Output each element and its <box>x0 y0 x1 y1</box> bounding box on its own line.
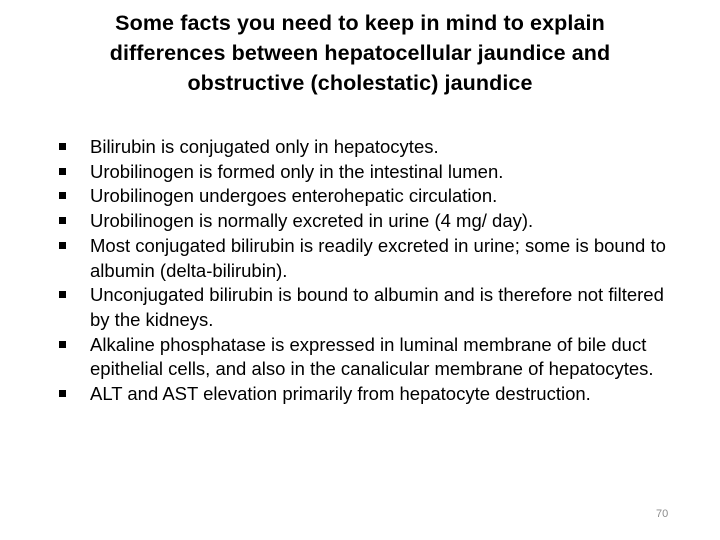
bullet-list <box>56 135 676 407</box>
bullet-item <box>56 209 676 234</box>
bullet-text: ALT and AST elevation primarily from hepatocyte destruction. <box>90 383 591 405</box>
bullet-text: Urobilinogen is formed only in the intestinal lumen. <box>90 160 504 182</box>
bullet-text: Urobilinogen undergoes enterohepatic circulation. <box>90 185 498 207</box>
bullet-text: Urobilinogen is normally excreted in urine (4 mg/ day). <box>90 210 534 232</box>
square-bullet-icon <box>59 341 66 348</box>
bullet-item <box>56 333 676 382</box>
bullet-item <box>56 160 676 185</box>
bullet-text: Alkaline phosphatase is expressed in luminal membrane of bile duct epithelial cells, and also in the canalicular membrane of hepatocytes. <box>90 333 654 380</box>
square-bullet-icon <box>59 291 66 298</box>
square-bullet-icon <box>59 168 66 175</box>
bullet-text: Unconjugated bilirubin is bound to albumin and is therefore not filtered by the kidneys. <box>90 284 664 330</box>
bullet-item <box>56 184 676 209</box>
square-bullet-icon <box>59 143 66 150</box>
square-bullet-icon <box>59 217 66 224</box>
page-number: 70 <box>656 508 669 520</box>
bullet-item <box>56 135 676 160</box>
square-bullet-icon <box>59 242 66 249</box>
bullet-text: Bilirubin is conjugated only in hepatocytes. <box>90 136 439 157</box>
square-bullet-icon <box>59 390 66 397</box>
bullet-item <box>56 234 676 283</box>
bullet-item <box>56 283 676 332</box>
bullet-text: Most conjugated bilirubin is readily excreted in urine; some is bound to albumin (delta-bilirubin). <box>90 234 666 281</box>
bullet-item <box>56 382 676 407</box>
slide-title: Some facts you need to keep in mind to explain differences between hepatocellular jaundice and obstructive (cholestatic) jaundice <box>109 11 611 95</box>
square-bullet-icon <box>59 192 66 199</box>
